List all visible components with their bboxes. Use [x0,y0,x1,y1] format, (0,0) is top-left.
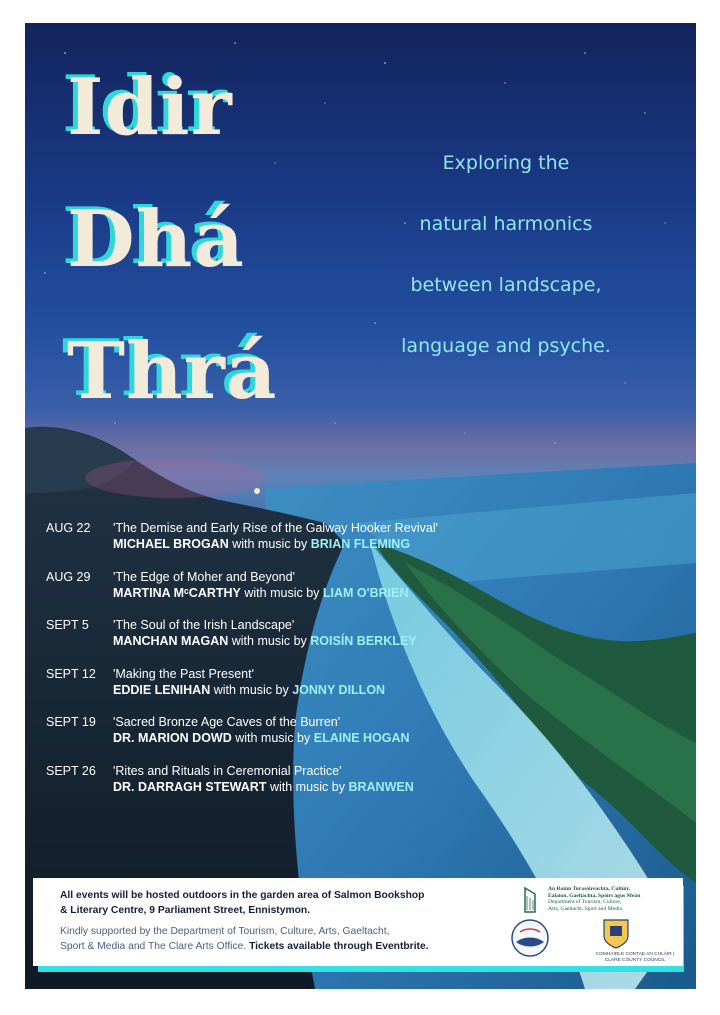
musician-name: LIAM O'BRIEN [322,585,409,600]
speaker-name: DR. DARRAGH STEWART [113,779,267,794]
tagline-line: Exploring the [442,152,570,174]
musician-name: ELAINE HOGAN [313,731,410,745]
title-line-1: Idir [67,62,233,153]
event-item [46,618,526,667]
with-music-label: with music by [235,731,311,745]
gov-line-2: Ealaíon, Gaeltachta, Spóirt agus Meán [548,892,641,899]
event-list [46,521,526,812]
event-item [46,764,526,813]
musician-name: BRIAN FLEMING [310,537,411,551]
poster-background [25,23,696,989]
tickets-text: Tickets available through Eventbrite. [249,941,429,952]
speaker-name: DR. MARION DOWD [113,731,232,745]
event-item [46,521,526,570]
event-item [46,570,526,619]
support-line-2 [60,939,500,954]
with-music-label: with music by [231,634,307,648]
info-text [60,888,500,954]
info-box [33,878,683,966]
harp-icon [522,886,538,914]
gov-line-4: Arts, Gaeltacht, Sport and Media [548,905,622,912]
with-music-label: with music by [244,585,320,600]
event-item [46,667,526,716]
event-talk: 'Rites and Rituals in Ceremonial Practice' [113,763,342,778]
council-right: CLARE COUNTY COUNCIL [604,958,666,963]
council-left: COMHAIRLE CONTAE AN CHLÁIR [595,952,672,957]
tagline [376,133,636,377]
event-talk: 'Sacred Bronze Age Caves of the Burren' [113,715,341,729]
event-speaker [113,586,409,600]
event-date: AUG 29 [46,569,91,584]
musician-name: ROISÍN BERKLEY [310,634,417,648]
clare-crest-icon [602,918,630,950]
event-date: SEPT 12 [46,666,96,681]
gov-line-1: An Roinn Turasóireachta, Cultúir, [548,886,630,892]
event-item [46,715,526,764]
event-speaker [113,537,410,551]
event-date: SEPT 19 [46,715,96,729]
support-text: Sport & Media and The Clare Arts Office. [60,941,247,952]
event-date: AUG 22 [46,521,91,535]
event-speaker [113,731,410,745]
musician-name: BRANWEN [348,779,414,794]
title-line-3: Thrá [67,326,278,417]
salmon-poetry-logo-icon [510,918,550,958]
sponsor-logos [508,878,683,966]
tagline-line: between landscape, [410,274,602,296]
speaker-name: MARTINA MᶜCARTHY [113,585,241,600]
speaker-name: EDDIE LENIHAN [113,682,211,697]
event-talk: 'The Edge of Moher and Beyond' [113,569,295,584]
event-talk: 'The Demise and Early Rise of the Galway Hooker Revival' [113,521,439,535]
event-date: SEPT 26 [46,763,96,778]
with-music-label: with music by [269,779,345,794]
speaker-name: MANCHAN MAGAN [113,634,229,648]
title-line-2: Dhá [67,194,245,285]
venue-line-1: All events will be hosted outdoors in the garden area of Salmon Bookshop [60,890,425,901]
speaker-name: MICHAEL BROGAN [113,537,229,551]
event-speaker [113,634,417,648]
musician-name: JONNY DILLON [292,682,386,697]
tagline-line: language and psyche. [401,335,611,357]
department-logo-text [548,886,678,912]
council-logo-text: COMHAIRLE CONTAE AN CHLÁIR | CLARE COUNTY COUNCIL [595,952,675,963]
event-speaker [113,780,414,794]
event-speaker [113,683,385,697]
support-line-1: Kindly supported by the Department of Tourism, Culture, Arts, Gaeltacht, [60,926,390,937]
tagline-line: natural harmonics [419,213,593,235]
with-music-label: with music by [213,682,289,697]
venue-line-2: & Literary Centre, 9 Parliament Street, Ennistymon. [60,905,311,916]
event-date: SEPT 5 [46,618,89,632]
event-talk: 'Making the Past Present' [113,666,254,681]
gov-line-3: Department of Tourism, Culture, [548,899,622,906]
with-music-label: with music by [232,537,308,551]
event-talk: 'The Soul of the Irish Landscape' [113,618,295,632]
